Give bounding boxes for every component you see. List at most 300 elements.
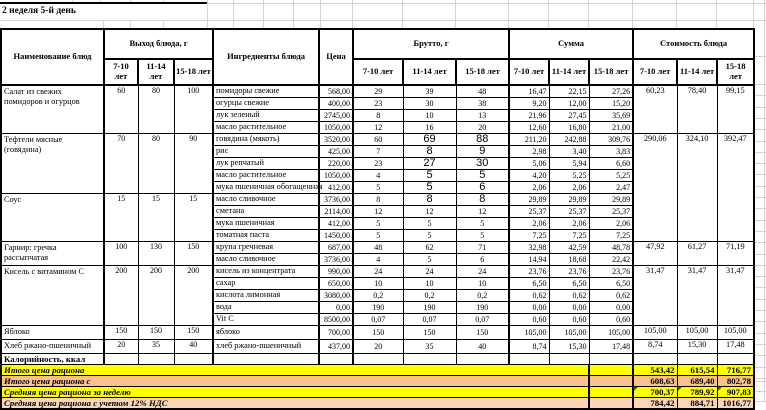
gross-cell[interactable]: 40 [456,340,509,354]
gridline [753,4,754,20]
sum-cell[interactable]: 2,06 [549,218,589,230]
empty-cell[interactable] [589,398,633,410]
sum-cell[interactable]: 27,26 [589,85,633,98]
sum-cell[interactable]: 22,15 [549,85,589,98]
empty-cell[interactable] [589,354,633,365]
header-price[interactable]: Цена [319,29,353,85]
ingredient-cell[interactable]: мука пшеничная обогащенная [213,182,319,194]
total-row-1 [1,365,754,376]
sum-cell[interactable]: 29,89 [589,194,633,206]
gridline [508,4,509,20]
empty-cell[interactable] [353,354,403,365]
sum-cell[interactable]: 21,00 [589,122,633,134]
ingredient-cell[interactable]: масло растительное [213,122,319,134]
gross-cell[interactable]: 23 [353,98,403,110]
gross-cell[interactable]: 30 [456,158,509,170]
gross-cell[interactable]: 8 [403,146,456,158]
gridline [402,4,403,20]
gross-cell[interactable]: 20 [353,340,403,354]
dish-name-cell[interactable]: Гарнир: гречка рассыпчатая [1,242,104,266]
dish-output-cell[interactable]: 200 [104,266,138,326]
sum-cell[interactable]: 7,25 [509,230,549,242]
total-value-cell[interactable]: 784,42 [633,398,677,410]
price-cell[interactable]: 1050,00 [319,170,353,182]
empty-cell[interactable] [633,354,677,365]
sum-cell[interactable]: 7,25 [589,230,633,242]
price-cell[interactable]: 2114,00 [319,206,353,218]
total-label-cell[interactable]: Итого цена рациона [1,365,589,376]
price-cell[interactable]: 437,00 [319,340,353,354]
sum-cell[interactable]: 0,62 [589,290,633,302]
gross-cell[interactable]: 35 [403,340,456,354]
dish-name-cell[interactable]: Хлеб ржано-пшеничный [1,340,104,354]
header-cost-age-1[interactable]: 7-10 лет [633,59,677,85]
sum-cell[interactable]: 2,06 [509,182,549,194]
sum-cell[interactable]: 0,60 [549,314,589,326]
gross-cell[interactable]: 150 [456,326,509,340]
empty-cell[interactable] [138,354,174,365]
empty-cell[interactable] [319,354,353,365]
gridline [320,4,321,20]
sum-cell[interactable]: 17,48 [589,340,633,354]
dish-output-cell[interactable]: 100 [104,242,138,266]
gross-cell[interactable]: 190 [403,302,456,314]
gross-cell[interactable]: 6 [456,254,509,266]
gross-cell[interactable]: 16 [403,122,456,134]
gross-cell[interactable]: 88 [456,134,509,146]
header-gross-age-1[interactable]: 7-10 лет [353,59,403,85]
gross-cell[interactable]: 62 [403,242,456,254]
dish-output-cell[interactable]: 20 [104,340,138,354]
empty-cell[interactable] [174,354,213,365]
header-cost[interactable]: Стоимость блюда [633,29,754,59]
price-cell[interactable]: 568,00 [319,85,353,98]
sum-cell[interactable]: 5,25 [589,170,633,182]
gross-cell[interactable]: 10 [353,278,403,290]
dish-cost-cell[interactable]: 47,92 [633,242,677,266]
ingredient-cell[interactable]: огурцы свежие [213,98,319,110]
ingredient-cell[interactable]: крупа гречневая [213,242,319,254]
empty-cell[interactable] [403,354,456,365]
sum-cell[interactable]: 6,50 [549,278,589,290]
total-value-cell[interactable]: 1016,77 [717,398,754,410]
dish-output-cell[interactable]: 130 [138,242,174,266]
gross-cell[interactable]: 20 [456,122,509,134]
sum-cell[interactable]: 5,25 [549,170,589,182]
price-cell[interactable]: 3736,00 [319,194,353,206]
sum-cell[interactable]: 6,60 [589,158,633,170]
dish-name-cell[interactable]: Яблоко [1,326,104,340]
empty-cell[interactable] [677,354,717,365]
dish-cost-cell[interactable]: 8,74 [633,340,677,354]
sum-cell[interactable]: 0,60 [509,314,549,326]
gross-cell[interactable]: 4 [353,254,403,266]
sum-cell[interactable]: 27,45 [549,110,589,122]
sum-cell[interactable]: 12,00 [549,98,589,110]
ingredient-cell[interactable]: томатная паста [213,230,319,242]
ingredient-cell[interactable]: масло сливочное [213,194,319,206]
gridline [548,4,549,20]
sum-cell[interactable]: 242,88 [549,134,589,146]
gross-cell[interactable]: 29 [353,85,403,98]
dish-name-cell[interactable]: Салат из свежих помидоров и огурцов [1,85,104,134]
sum-cell[interactable]: 2,47 [589,182,633,194]
sum-cell[interactable]: 48,78 [589,242,633,254]
ingredient-cell[interactable]: кислота лимонная [213,290,319,302]
sum-cell[interactable]: 21,96 [509,110,549,122]
gross-cell[interactable]: 10 [403,278,456,290]
sum-cell[interactable]: 6,50 [509,278,549,290]
total-value-cell[interactable]: 802,78 [717,376,754,387]
header-output-age-2[interactable]: 11-14 лет [138,59,174,85]
dish-output-cell[interactable]: 15 [174,194,213,242]
gross-cell[interactable]: 71 [456,242,509,254]
gross-cell[interactable]: 0,07 [456,314,509,326]
gross-cell[interactable]: 69 [403,134,456,146]
gross-cell[interactable]: 23 [353,158,403,170]
sum-cell[interactable]: 105,00 [589,326,633,340]
sum-cell[interactable]: 22,42 [589,254,633,266]
gross-cell[interactable]: 8 [353,110,403,122]
header-gross[interactable]: Брутто, г [353,29,509,59]
dish-output-cell[interactable]: 90 [174,134,213,194]
price-cell[interactable]: 3736,00 [319,254,353,266]
total-value-cell[interactable]: 716,77 [717,365,754,376]
gross-cell[interactable]: 10 [456,278,509,290]
dish-output-cell[interactable]: 100 [174,85,213,134]
gross-cell[interactable]: 190 [353,302,403,314]
sum-cell[interactable]: 105,00 [549,326,589,340]
gridline [263,4,264,20]
empty-cell[interactable] [549,354,589,365]
sum-cell[interactable]: 7,25 [549,230,589,242]
total-value-cell[interactable]: 907,83 [717,387,754,398]
sum-cell[interactable]: 12,60 [509,122,549,134]
header-sum-age-1[interactable]: 7-10 лет [509,59,549,85]
gross-cell[interactable]: 150 [403,326,456,340]
dish-output-cell[interactable]: 15 [104,194,138,242]
sum-cell[interactable]: 2,06 [549,182,589,194]
sum-cell[interactable]: 42,59 [549,242,589,254]
header-cost-age-3[interactable]: 15-18 лет [717,59,754,85]
gross-cell[interactable]: 190 [456,302,509,314]
sum-cell[interactable]: 5,06 [509,158,549,170]
sum-cell[interactable]: 18,68 [549,254,589,266]
header-output[interactable]: Выход блюда, г [104,29,213,59]
ingredient-cell[interactable]: лук репчатый [213,158,319,170]
gross-cell[interactable]: 12 [353,206,403,218]
gridline [293,4,294,20]
dish-cost-cell[interactable]: 105,00 [633,326,677,340]
sum-cell[interactable]: 16,80 [549,122,589,134]
sum-cell[interactable]: 29,89 [509,194,549,206]
dish-cost-cell[interactable]: 15,30 [677,340,717,354]
dish-output-cell[interactable]: 150 [174,326,213,340]
sum-cell[interactable]: 35,69 [589,110,633,122]
sum-cell[interactable]: 2,06 [589,218,633,230]
gross-cell[interactable]: 12 [403,206,456,218]
ingredient-cell[interactable]: мука пшеничная [213,218,319,230]
gross-cell[interactable]: 5 [456,230,509,242]
total-value-cell[interactable]: 608,63 [633,376,677,387]
sum-cell[interactable]: 15,30 [549,340,589,354]
gross-cell[interactable]: 5 [353,218,403,230]
header-cost-age-2[interactable]: 11-14 лет [677,59,717,85]
gross-cell[interactable]: 60 [353,134,403,146]
sum-cell[interactable]: 9,20 [509,98,549,110]
total-label-cell[interactable]: Итого цена рациона с [1,376,589,387]
gross-cell[interactable]: 12 [353,122,403,134]
header-ingredients[interactable]: Ингредиенты блюда [213,29,319,85]
price-cell[interactable]: 1050,00 [319,122,353,134]
dish-output-cell[interactable]: 150 [138,326,174,340]
header-sum-age-3[interactable]: 15-18 лет [589,59,633,85]
dish-cost-cell[interactable]: 61,27 [677,242,717,266]
sum-cell[interactable]: 25,37 [549,206,589,218]
sum-cell[interactable]: 0,00 [589,302,633,314]
gross-cell[interactable]: 5 [403,182,456,194]
gridline [163,21,164,28]
gross-cell[interactable]: 5 [353,182,403,194]
header-sum[interactable]: Сумма [509,29,633,59]
empty-cell[interactable] [717,354,754,365]
header-sum-age-2[interactable]: 11-14 лет [549,59,589,85]
gross-cell[interactable]: 39 [403,85,456,98]
gridline [676,21,677,28]
ingredient-cell[interactable]: хлеб ржано-пшеничный [213,340,319,354]
gridline [263,21,264,28]
gridline [207,3,766,4]
table-header [1,29,754,85]
sum-cell[interactable]: 2,98 [509,146,549,158]
dish-cost-cell[interactable]: 324,10 [677,134,717,242]
price-cell[interactable]: 3520,00 [319,134,353,146]
gross-cell[interactable]: 7 [353,146,403,158]
gross-cell[interactable]: 5 [403,170,456,182]
gross-cell[interactable]: 6 [456,182,509,194]
total-value-cell[interactable]: 615,54 [677,365,717,376]
gross-cell[interactable]: 48 [456,85,509,98]
dish-cost-cell[interactable]: 71,19 [717,242,754,266]
dish-output-cell[interactable]: 35 [138,340,174,354]
dish-cost-cell[interactable]: 99,15 [717,85,754,134]
gross-cell[interactable]: 0,07 [353,314,403,326]
dish-cost-cell[interactable]: 31,47 [633,266,677,326]
gridline [588,4,589,20]
sum-cell[interactable]: 25,37 [509,206,549,218]
sum-cell[interactable]: 0,62 [549,290,589,302]
header-dish-name[interactable]: Наименование блюд [1,29,104,85]
sum-cell[interactable]: 6,50 [589,278,633,290]
dish-name-cell[interactable]: Соус [1,194,104,242]
total-value-cell[interactable]: 789,92 [677,387,717,398]
price-cell[interactable]: 0,00 [319,302,353,314]
sum-cell[interactable]: 3,83 [589,146,633,158]
ingredient-cell[interactable]: сахар [213,278,319,290]
gridline [207,21,208,28]
gridline [103,21,104,28]
sum-cell[interactable]: 23,76 [549,266,589,278]
gross-cell[interactable]: 0,2 [403,290,456,302]
gridline [632,21,633,28]
gross-cell[interactable]: 12 [456,206,509,218]
empty-cell[interactable] [213,354,319,365]
dish-output-cell[interactable]: 60 [104,85,138,134]
sum-cell[interactable]: 3,40 [549,146,589,158]
gross-cell[interactable]: 5 [456,170,509,182]
dish-output-cell[interactable]: 200 [138,266,174,326]
ingredient-cell[interactable]: помидоры свежие [213,85,319,98]
sum-cell[interactable]: 309,76 [589,134,633,146]
price-cell[interactable]: 700,00 [319,326,353,340]
gross-cell[interactable]: 0,2 [456,290,509,302]
ingredient-cell[interactable]: вода [213,302,319,314]
gross-cell[interactable]: 150 [353,326,403,340]
ingredient-cell[interactable]: говядина (мякоть) [213,134,319,146]
total-value-cell[interactable]: 884,71 [677,398,717,410]
ingredient-cell[interactable]: масло сливочное [213,254,319,266]
ingredient-cell[interactable]: лук зеленый [213,110,319,122]
empty-cell[interactable] [509,354,549,365]
empty-cell[interactable] [589,365,633,376]
dish-cost-cell[interactable]: 31,47 [677,266,717,326]
dish-cost-cell[interactable]: 78,40 [677,85,717,134]
dish-name-cell[interactable]: Кисель с витамином С [1,266,104,326]
empty-cell[interactable] [589,387,633,398]
gross-cell[interactable]: 48 [353,242,403,254]
header-gross-age-2[interactable]: 11-14 лет [403,59,456,85]
dish-cost-cell[interactable]: 60,23 [633,85,677,134]
ingredient-cell[interactable]: масло растительное [213,170,319,182]
price-cell[interactable]: 8500,00 [319,314,353,326]
price-cell[interactable]: 990,00 [319,266,353,278]
price-cell[interactable]: 3080,00 [319,290,353,302]
price-cell[interactable]: 2745,00 [319,110,353,122]
header-output-age-3[interactable]: 15-18 лет [174,59,213,85]
total-label-cell[interactable]: Средняя цена рациона с учетом 12% НДС [1,398,589,410]
ingredient-cell[interactable]: рис [213,146,319,158]
previous-table-bottom-border [0,2,207,4]
gross-cell[interactable]: 8 [353,194,403,206]
dish-cost-cell[interactable]: 17,48 [717,340,754,354]
total-value-cell[interactable]: 689,40 [677,376,717,387]
gross-cell[interactable]: 5 [403,254,456,266]
sum-cell[interactable]: 105,00 [509,326,549,340]
gross-cell[interactable]: 5 [403,230,456,242]
sum-cell[interactable]: 0,00 [549,302,589,314]
sum-cell[interactable]: 0,62 [509,290,549,302]
sum-cell[interactable]: 23,76 [509,266,549,278]
sum-cell[interactable]: 8,74 [509,340,549,354]
sum-cell[interactable]: 25,37 [589,206,633,218]
header-gross-age-3[interactable]: 15-18 лет [456,59,509,85]
sum-cell[interactable]: 23,76 [589,266,633,278]
empty-cell[interactable] [589,376,633,387]
dish-output-cell[interactable]: 150 [174,242,213,266]
dish-output-cell[interactable]: 15 [138,194,174,242]
gross-cell[interactable]: 30 [403,98,456,110]
dish-output-cell[interactable]: 80 [138,85,174,134]
calorie-label-cell[interactable]: Калорийность, ккал [1,354,104,365]
sum-cell[interactable]: 2,06 [509,218,549,230]
price-cell[interactable]: 400,00 [319,98,353,110]
price-cell[interactable]: 687,00 [319,242,353,254]
gross-cell[interactable]: 38 [456,98,509,110]
dish-cost-cell[interactable]: 105,00 [677,326,717,340]
gross-cell[interactable]: 5 [403,218,456,230]
gross-cell[interactable]: 24 [456,266,509,278]
sum-cell[interactable]: 211,20 [509,134,549,146]
total-value-cell[interactable]: 700,37 [633,387,677,398]
sum-cell[interactable]: 32,98 [509,242,549,254]
gross-cell[interactable]: 10 [403,110,456,122]
dish-output-cell[interactable]: 80 [138,134,174,194]
gross-cell[interactable]: 4 [353,170,403,182]
gridline [233,21,234,28]
dish-cost-cell[interactable]: 105,00 [717,326,754,340]
sum-cell[interactable]: 5,94 [549,158,589,170]
dish-cost-cell[interactable]: 31,47 [717,266,754,326]
sum-cell[interactable]: 14,94 [509,254,549,266]
ingredient-cell[interactable]: Vit C [213,314,319,326]
gross-cell[interactable]: 27 [403,158,456,170]
gross-cell[interactable]: 24 [353,266,403,278]
header-output-age-1[interactable]: 7-10 лет [104,59,138,85]
gross-cell[interactable]: 5 [353,230,403,242]
price-cell[interactable]: 220,00 [319,158,353,170]
empty-cell[interactable] [104,354,138,365]
gross-cell[interactable]: 24 [403,266,456,278]
dish-output-cell[interactable]: 40 [174,340,213,354]
gross-cell[interactable]: 0,07 [403,314,456,326]
gross-cell[interactable]: 8 [403,194,456,206]
gridline [716,4,717,20]
gross-cell[interactable]: 8 [456,194,509,206]
dish-name-cell[interactable]: Тефтели мясные (говядина) [1,134,104,194]
dish-cost-cell[interactable]: 392,47 [717,134,754,242]
gross-cell[interactable]: 9 [456,146,509,158]
sum-cell[interactable]: 4,20 [509,170,549,182]
price-cell[interactable]: 1450,00 [319,230,353,242]
price-cell[interactable]: 412,00 [319,182,353,194]
dish-output-cell[interactable]: 70 [104,134,138,194]
empty-cell[interactable] [456,354,509,365]
sum-cell[interactable]: 0,60 [589,314,633,326]
dish-output-cell[interactable]: 150 [104,326,138,340]
gross-cell[interactable]: 5 [456,218,509,230]
gridline [588,21,589,28]
total-value-cell[interactable]: 543,42 [633,365,677,376]
ingredient-cell[interactable]: сметана [213,206,319,218]
price-cell[interactable]: 425,00 [319,146,353,158]
sum-cell[interactable]: 15,20 [589,98,633,110]
total-label-cell[interactable]: Средняя цена рациона за неделю [1,387,589,398]
sum-cell[interactable]: 0,00 [509,302,549,314]
gridline [716,21,717,28]
price-cell[interactable]: 412,00 [319,218,353,230]
sum-cell[interactable]: 16,47 [509,85,549,98]
gross-cell[interactable]: 13 [456,110,509,122]
sheet-title-cell[interactable]: 2 неделя 5-й день [2,6,76,16]
gridline [0,20,766,21]
sum-cell[interactable]: 29,89 [549,194,589,206]
dish-cost-cell[interactable]: 290,06 [633,134,677,242]
gross-cell[interactable]: 0,2 [353,290,403,302]
ingredient-cell[interactable]: яблоко [213,326,319,340]
dish-output-cell[interactable]: 200 [174,266,213,326]
price-cell[interactable]: 650,00 [319,278,353,290]
ingredient-cell[interactable]: кисель из концентрата [213,266,319,278]
